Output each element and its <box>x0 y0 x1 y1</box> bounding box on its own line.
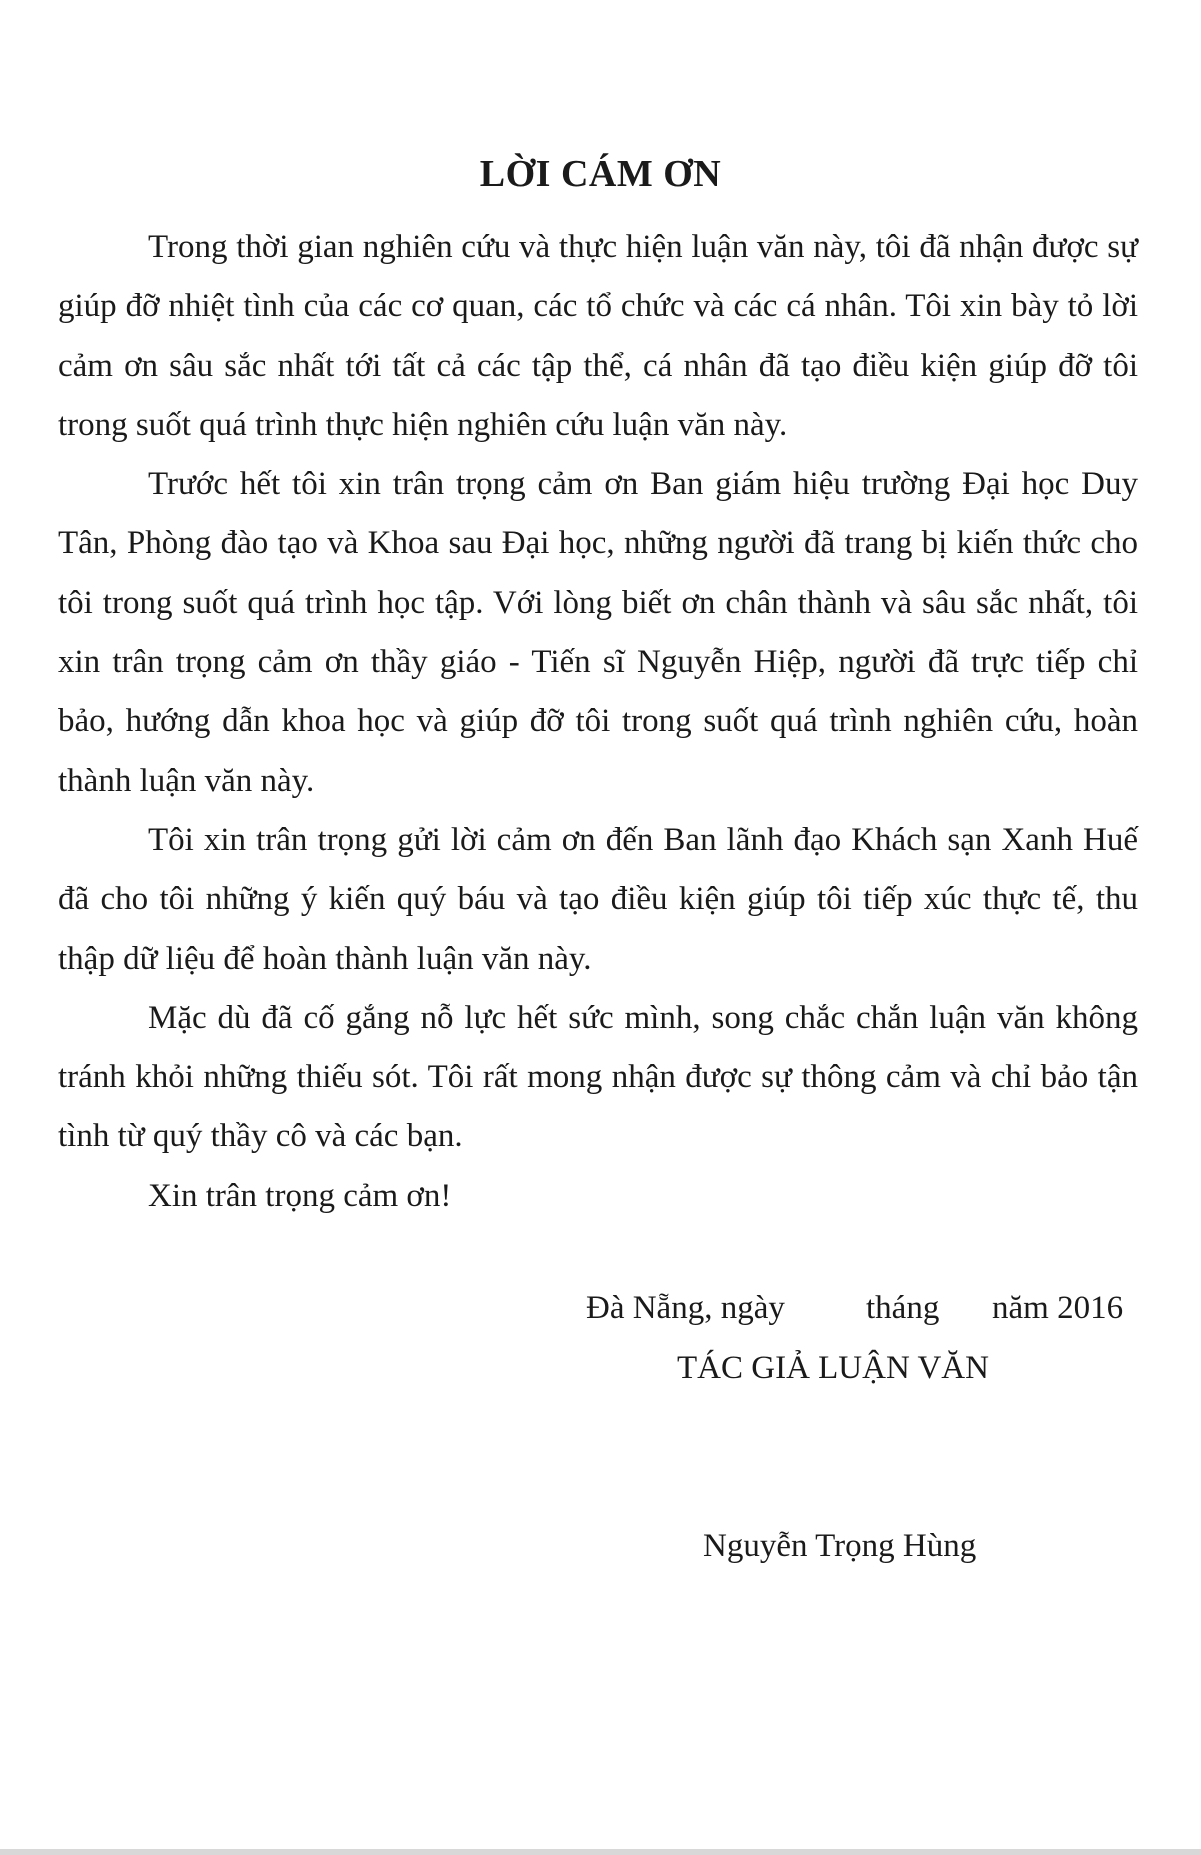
page-title: LỜI CÁM ƠN <box>479 153 722 195</box>
date-line <box>586 1290 1123 1327</box>
bottom-divider <box>0 1849 1201 1855</box>
date-place: Đà Nẵng, ngày <box>586 1290 785 1326</box>
date-year: năm 2016 <box>992 1290 1124 1326</box>
paragraph-4: Mặc dù đã cố gắng nỗ lực hết sức mình, song chắc chắn luận văn không tránh khỏi những thiếu sót. Tôi rất mong nhận được sự thông cảm và chỉ bảo tận tình từ quý thầy cô và các bạn. <box>58 999 1138 1155</box>
paragraph-2: Trước hết tôi xin trân trọng cảm ơn Ban giám hiệu trường Đại học Duy Tân, Phòng đào tạo và Khoa sau Đại học, những người đã trang bị kiến thức cho tôi trong suốt quá trình học tập. Với lòng biết ơn chân thành và sâu sắc nhất, tôi xin trân trọng cảm ơn thầy giáo - Tiến sĩ Nguyễn Hiệp, người đã trực tiếp chỉ bảo, hướng dẫn khoa học và giúp đỡ tôi trong suốt quá trình nghiên cứu, hoàn thành luận văn này. <box>58 466 1138 799</box>
author-name: Nguyễn Trọng Hùng <box>703 1528 977 1564</box>
closing-line: Xin trân trọng cảm ơn! <box>148 1177 452 1214</box>
acknowledgement-body <box>58 218 1138 1226</box>
paragraph-3: Tôi xin trân trọng gửi lời cảm ơn đến Ban lãnh đạo Khách sạn Xanh Huế đã cho tôi những ý kiến quý báu và tạo điều kiện giúp tôi tiếp xúc thực tế, thu thập dữ liệu để hoàn thành luận văn này. <box>58 821 1138 977</box>
date-month: tháng <box>866 1290 940 1326</box>
paragraph-1: Trong thời gian nghiên cứu và thực hiện luận văn này, tôi đã nhận được sự giúp đỡ nhiệt tình của các cơ quan, các tổ chức và các cá nhân. Tôi xin bày tỏ lời cảm ơn sâu sắc nhất tới tất cả các tập thể, cá nhân đã tạo điều kiện giúp đỡ tôi trong suốt quá trình thực hiện nghiên cứu luận văn này. <box>58 229 1138 443</box>
author-title: TÁC GIẢ LUẬN VĂN <box>677 1350 989 1386</box>
